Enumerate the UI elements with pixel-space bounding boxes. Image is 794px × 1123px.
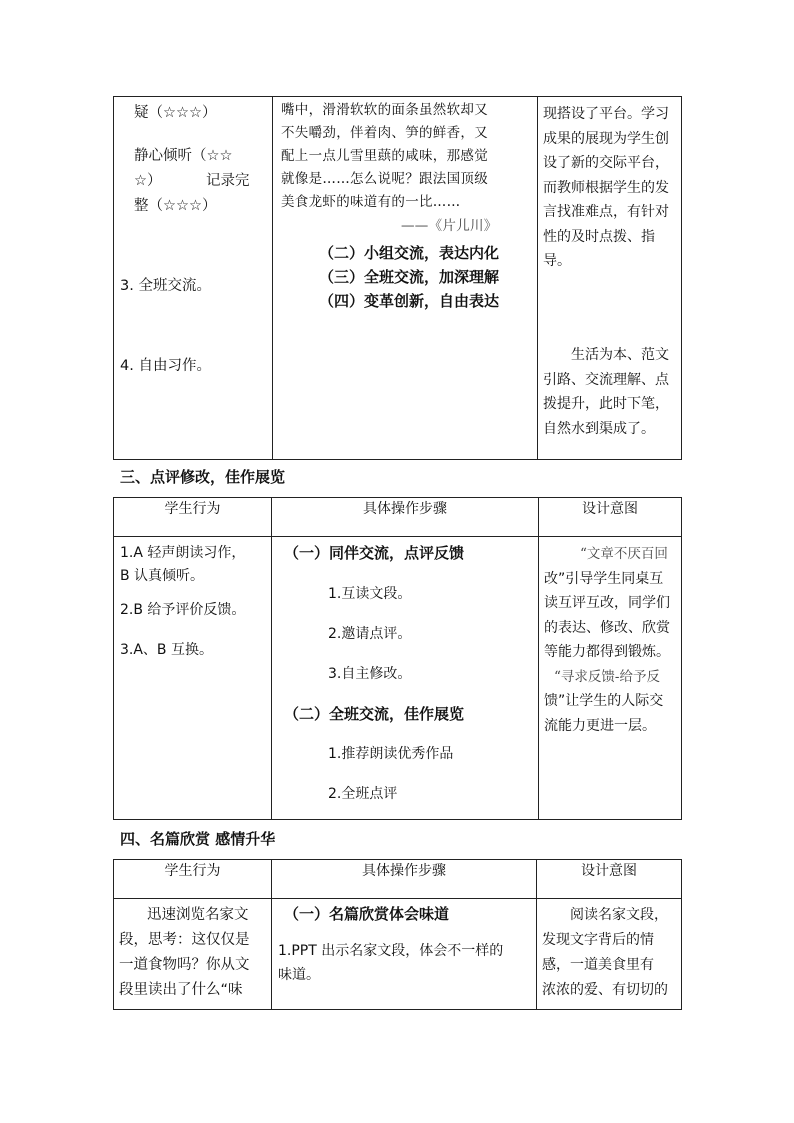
intent-line: “文章不厌百回 [580,546,668,562]
intent-paragraph [542,903,668,1003]
behavior-line: 1.A 轻声朗读习作， [120,545,246,561]
student-behavior-cell [114,899,272,1010]
step-class-exchange: 3. 全班交流。 [120,278,211,294]
intent-line: 阅读名家文段， [570,907,668,923]
operation-steps-cell [273,97,538,460]
step-item [278,939,503,987]
quote-line: 不失嚼劲，伴着肉、笋的鲜香，又 [281,125,488,141]
design-intent-cell [537,899,682,1010]
intent-line: 发现文字背后的情 [542,932,654,948]
quote-line: 嘴中，滑滑软软的面条虽然软却又 [281,102,488,118]
intent-line: 自然水到渠成了。 [543,420,655,437]
behavior-line: 段里读出了什么“味 [119,982,243,998]
excerpt-quote [281,100,533,212]
student-behavior-cell [114,97,273,460]
step-line: 1.PPT 出示名家文段，体会不一样的 [278,943,504,959]
step-class-understanding: （三）全班交流，加深理解 [319,268,500,286]
group-title-showcase: （二）全班交流，佳作展览 [284,705,465,723]
intent-line: 生活为本、范文 [571,347,669,363]
student-behavior-cell [114,537,272,820]
group-title-peer-review: （一）同伴交流，点评反馈 [284,544,465,562]
behavior-line: B 认真倾听。 [120,568,205,584]
intent-line: 成果的展现为学生创 [543,130,669,147]
intent-line: “寻求反馈-给予反 [554,668,660,685]
intent-line: 等能力都得到锻炼。 [544,644,670,660]
intent-line: 流能力更进一层。 [544,717,656,734]
behavior-paragraph [119,903,269,1003]
intent-line: 的表达、修改、欣赏 [544,619,670,636]
section-3-table [113,497,682,820]
group-title-appreciation: （一）名篇欣赏体会味道 [284,905,450,923]
step-creative-expression: （四）变革创新，自由表达 [319,292,500,310]
header-design-intent: 设计意图 [537,860,682,899]
section-3-title: 三、点评修改，佳作展览 [120,468,286,486]
behavior-line: 2.B 给予评价反馈。 [120,602,246,618]
rating-listen-cont: ☆） [134,173,162,189]
intent-paragraph [544,542,670,738]
step-item: 2.邀请点评。 [328,626,412,642]
behavior-line: 迅速浏览名家文 [147,907,249,923]
section-4-title: 四、名篇欣赏 感情升华 [120,830,276,848]
step-line: 味道。 [278,967,320,983]
rating-record-cont: 整（☆☆☆） [134,198,217,214]
rating-listen: 静心倾听（☆☆ [134,148,233,164]
lesson-table-continued [113,96,682,460]
intent-line: 馈”让学生的人际交 [544,693,664,709]
step-item: 3.自主修改。 [328,666,412,682]
header-student-behavior: 学生行为 [114,498,272,537]
excerpt-source: ——《片儿川》 [401,218,498,234]
operation-steps-cell [272,537,539,820]
section-4-table [113,859,682,1010]
intent-line: 读互评互改，同学们 [544,595,670,611]
behavior-line: 段，思考：这仅仅是 [119,932,250,948]
step-group-exchange: （二）小组交流，表达内化 [319,244,500,262]
behavior-line: 一道食物吗？你从文 [119,957,250,973]
behavior-line: 3.A、B 互换。 [120,642,213,658]
rating-question: 疑（☆☆☆） [134,105,217,121]
quote-line: 配上一点儿雪里蕻的咸味，那感觉 [281,148,488,164]
intent-line: 设了新的交际平台， [543,155,669,171]
quote-line: 就像是……怎么说呢？跟法国顶级 [281,171,488,187]
intent-line: 引路、交流理解、点 [543,371,669,388]
header-design-intent: 设计意图 [539,498,682,537]
quote-line: 美食龙虾的味道有的一比…… [281,194,461,210]
intent-line: 感，一道美食里有 [542,957,654,973]
header-operation-steps: 具体操作步骤 [272,860,537,899]
design-intent-cell [539,537,682,820]
intent-line: 浓浓的爱、有切切的 [542,982,668,998]
intent-paragraph-2 [543,343,669,441]
intent-line: 导。 [543,253,571,269]
intent-line: 改”引导学生同桌互 [544,570,664,587]
design-intent-cell [538,97,682,460]
operation-steps-cell [272,899,537,1010]
step-item: 1.互读文段。 [328,586,412,602]
intent-line: 现搭设了平台。学习 [543,106,669,122]
intent-line: 性的及时点拨、指 [543,228,655,245]
step-item: 2.全班点评 [328,786,398,802]
intent-line: 言找准难点，有针对 [543,204,669,220]
rating-record: 记录完 [206,173,250,189]
step-item: 1.推荐朗读优秀作品 [328,746,454,762]
header-student-behavior: 学生行为 [114,860,272,899]
intent-line: 而教师根据学生的发 [543,179,669,196]
intent-paragraph-1 [543,102,669,274]
header-operation-steps: 具体操作步骤 [272,498,539,537]
step-free-writing: 4. 自由习作。 [120,358,211,374]
intent-line: 拨提升，此时下笔， [543,396,669,412]
